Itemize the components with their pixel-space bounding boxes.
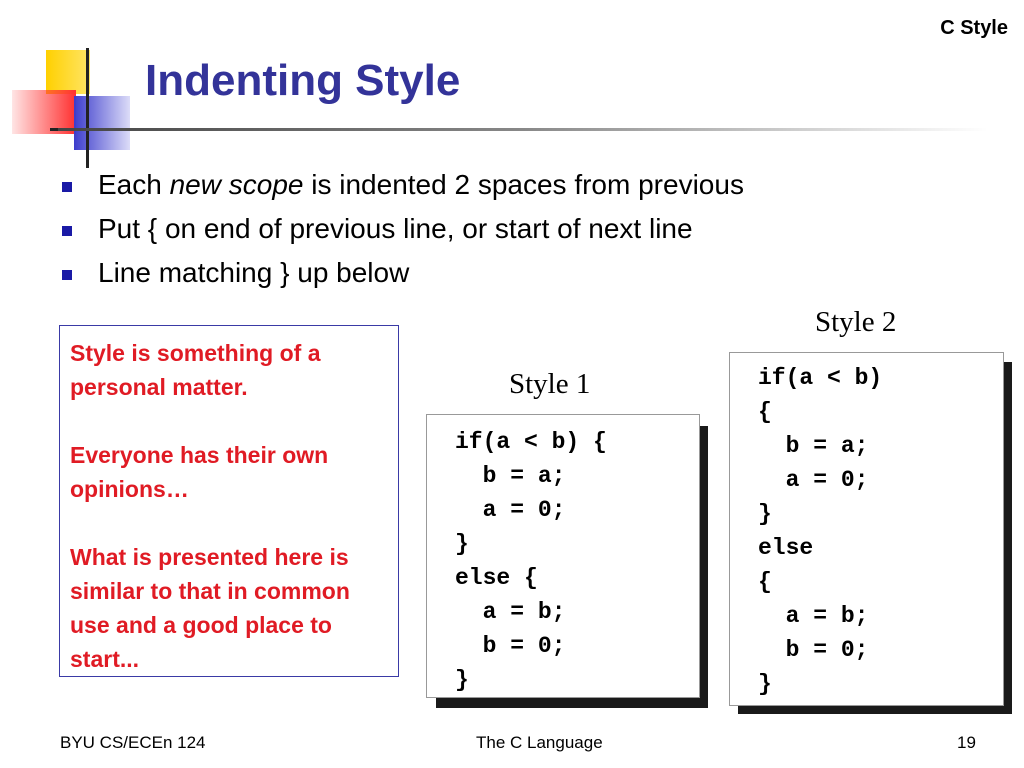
- style1-code: if(a < b) { b = a; a = 0; } else { a = b; b = 0; }: [455, 429, 607, 693]
- bullet-item: Line matching } up below: [62, 251, 962, 295]
- style2-code: if(a < b) { b = a; a = 0; } else { a = b; b = 0; }: [758, 365, 883, 697]
- title-divider: [58, 128, 988, 131]
- decorative-logo: [12, 48, 142, 168]
- slide-title: Indenting Style: [145, 56, 461, 105]
- style1-label: Style 1: [509, 368, 591, 400]
- bullet-square-icon: [62, 270, 72, 280]
- section-tag: C Style: [940, 17, 1008, 39]
- footer-topic: The C Language: [476, 733, 603, 752]
- note-paragraph: What is presented here is similar to that in common use and a good place to start...: [70, 544, 350, 672]
- bullet-square-icon: [62, 182, 72, 192]
- bullet-item: Put { on end of previous line, or start of next line: [62, 207, 962, 251]
- style2-code-box: [729, 352, 1004, 706]
- page-number: 19: [957, 733, 976, 752]
- footer-course: BYU CS/ECEn 124: [60, 733, 206, 752]
- style2-label: Style 2: [815, 306, 897, 338]
- note-paragraph: Everyone has their own opinions…: [70, 442, 329, 502]
- bullet-list: [62, 163, 962, 295]
- bullet-item: Each new scope is indented 2 spaces from previous: [62, 163, 962, 207]
- note-box: [59, 325, 399, 677]
- note-paragraph: Style is something of a personal matter.: [70, 340, 321, 400]
- style1-code-box: [426, 414, 700, 698]
- bullet-square-icon: [62, 226, 72, 236]
